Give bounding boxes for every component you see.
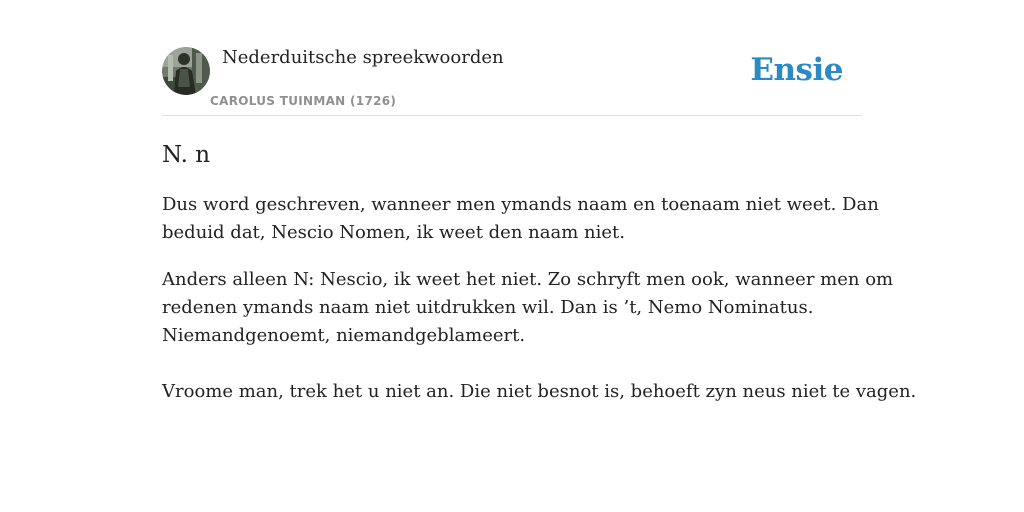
brand-logo[interactable]: Ensie (750, 52, 843, 88)
paragraph-blank-line (162, 350, 862, 378)
paragraph-line: redenen ymands naam niet uitdrukken wil. Dan is ’t, Nemo Nominatus. (162, 297, 814, 318)
entry-paragraph (162, 266, 917, 406)
paragraph-line: Anders alleen N: Nescio, ik weet het niet. Zo schryft men ook, wanneer men om (162, 269, 894, 290)
entry-title: N. n (162, 142, 211, 168)
paragraph-line: beduid dat, Nescio Nomen, ik weet den naam niet. (162, 222, 625, 243)
paragraph-line: Niemandgenoemt, niemandgeblameert. (162, 325, 526, 346)
author-name[interactable]: CAROLUS TUINMAN (1726) (210, 94, 397, 108)
entry-content (162, 140, 917, 425)
entry-paragraph (162, 191, 879, 247)
book-title[interactable]: Nederduitsche spreekwoorden (222, 47, 504, 68)
paragraph-line: Dus word geschreven, wanneer men ymands naam en toenaam niet weet. Dan (162, 194, 879, 215)
paragraph-line: Vroome man, trek het u niet an. Die niet besnot is, behoeft zyn neus niet te vagen. (162, 381, 917, 402)
author-portrait-icon[interactable] (162, 47, 210, 95)
header (162, 46, 862, 116)
